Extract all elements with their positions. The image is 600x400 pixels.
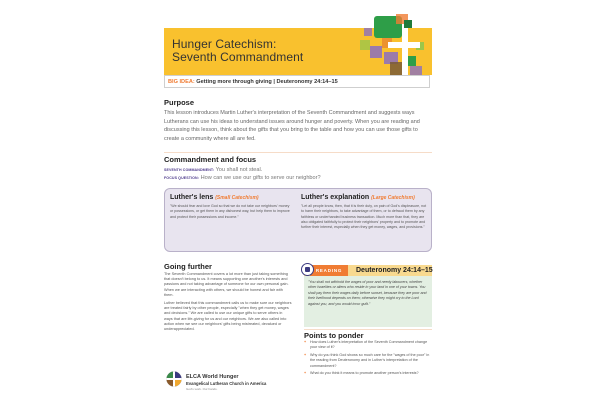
reading-tag: READING (310, 265, 348, 276)
reading-text: "You shall not withhold the wages of poor and needy labourers, whether other Israelites or aliens who reside in your land in one of your towns. You shall pay them their wages daily before sunset, because they are poor and their livelihood depends on them; otherwise they might cry to the Lord against you, and you would incur guilt." (308, 280, 427, 306)
luthers-explanation-title (301, 194, 429, 201)
reading-reference: Deuteronomy 24:14–15 (356, 267, 433, 274)
logo-line-1: ELCA World Hunger (186, 374, 239, 380)
seventh-commandment-line (164, 167, 262, 173)
section-divider (164, 152, 432, 153)
luthers-explanation-quote: "Let all people know, then, that it is their duty, on pain of God's displeasure, not to harm their neighbors, to take advantage of them, or to defraud them by any faithless or underhanded business transaction. Much more than that, they are also obligated faithfully to protect their neighbors' property and to promote and further their interest, especially when they get money, wages, and provisions." (301, 204, 427, 230)
section-divider (304, 329, 432, 330)
commandment-heading: Commandment and focus (164, 155, 257, 164)
seventh-commandment-label: SEVENTH COMMANDMENT: (164, 168, 215, 172)
focus-question-line (164, 175, 321, 181)
purpose-text: This lesson introduces Martin Luther's interpretation of the Seventh Commandment and suggests ways Lutherans can use his ideas to understand issues around hunger and poverty. When you are reading and discussing this lesson, think about the gifts that you bring to the table and how you can use those gifts to create a community where all are fed. (164, 110, 420, 143)
list-item (304, 340, 434, 351)
point-text: What do you think it means to promote another person's interests? (310, 371, 419, 376)
purpose-heading: Purpose (164, 98, 195, 107)
luthers-lens-title (170, 194, 290, 201)
plus-icon: + (304, 353, 307, 358)
point-text: Why do you think God shows so much care for the "wages of the poor" in the reading from Deuteronomy and in Luther's interpretation of the commandment? (310, 353, 430, 368)
points-list (304, 340, 434, 379)
elca-cross-globe-icon (166, 371, 182, 387)
going-further-heading: Going further (164, 262, 212, 271)
logo-tagline: God's work. Our hands. (186, 387, 218, 391)
points-to-ponder-heading: Points to ponder (304, 331, 364, 340)
reading-header (304, 265, 432, 276)
big-idea-bar (164, 75, 430, 88)
speech-bubbles-cross-icon (360, 12, 432, 80)
list-item (304, 371, 434, 376)
plus-icon: + (304, 340, 307, 344)
luther-box (164, 188, 432, 252)
seventh-commandment-text: You shall not steal. (214, 167, 263, 173)
lens-title-text: Luther's lens (170, 194, 216, 201)
big-idea-label: BIG IDEA: (168, 79, 195, 85)
bible-icon (301, 263, 314, 276)
going-further-paragraph: Luther believed that this commandment calls us to make sure our neighbors are treated fairly by other people, especially "when they get money, wages and decisions." We are called to use our unique gifts to serve others in ways that are life-giving for us and our neighbors. We are also called into action when we see our neighbors' gifts being mistreated, devalued or underappreciated. (164, 301, 292, 332)
going-further-text (164, 272, 292, 335)
explanation-title-text: Luther's explanation (301, 194, 372, 201)
title-line-2: Seventh Commandment (172, 50, 304, 64)
luthers-lens (170, 194, 290, 220)
point-text: How does Luther's interpretation of the Seventh Commandment change your view of it? (310, 340, 428, 350)
focus-question-text: How can we use our gifts to serve our neighbor? (199, 175, 321, 181)
luthers-explanation (301, 194, 429, 230)
lesson-page (164, 0, 456, 400)
going-further-paragraph: The Seventh Commandment covers a lot more than just taking something that doesn't belong to us. It means supporting one another's interests and passions and not taking advantage of someone for our own personal gain. When we are interacting with others, we should be honest and fair with them. (164, 272, 289, 297)
reading-box (304, 265, 432, 327)
explanation-subtitle: (Large Catechism) (371, 195, 415, 201)
list-item (304, 353, 434, 369)
page-title (172, 38, 303, 64)
lens-subtitle: (Small Catechism) (215, 195, 259, 201)
title-line-1: Hunger Catechism: (172, 37, 277, 51)
luthers-lens-quote: "We should fear and love God so that we do not take our neighbors' money or possessions, or get them in any dishonest way, but help them to improve and protect their possessions and income." (170, 204, 290, 219)
plus-icon: + (304, 371, 307, 376)
focus-question-label: FOCUS QUESTION: (164, 176, 200, 180)
big-idea-text: Getting more through giving | Deuteronomy 24:14–15 (194, 79, 338, 85)
elca-logo (164, 369, 307, 395)
logo-line-2: Evangelical Lutheran Church in America (186, 381, 267, 386)
